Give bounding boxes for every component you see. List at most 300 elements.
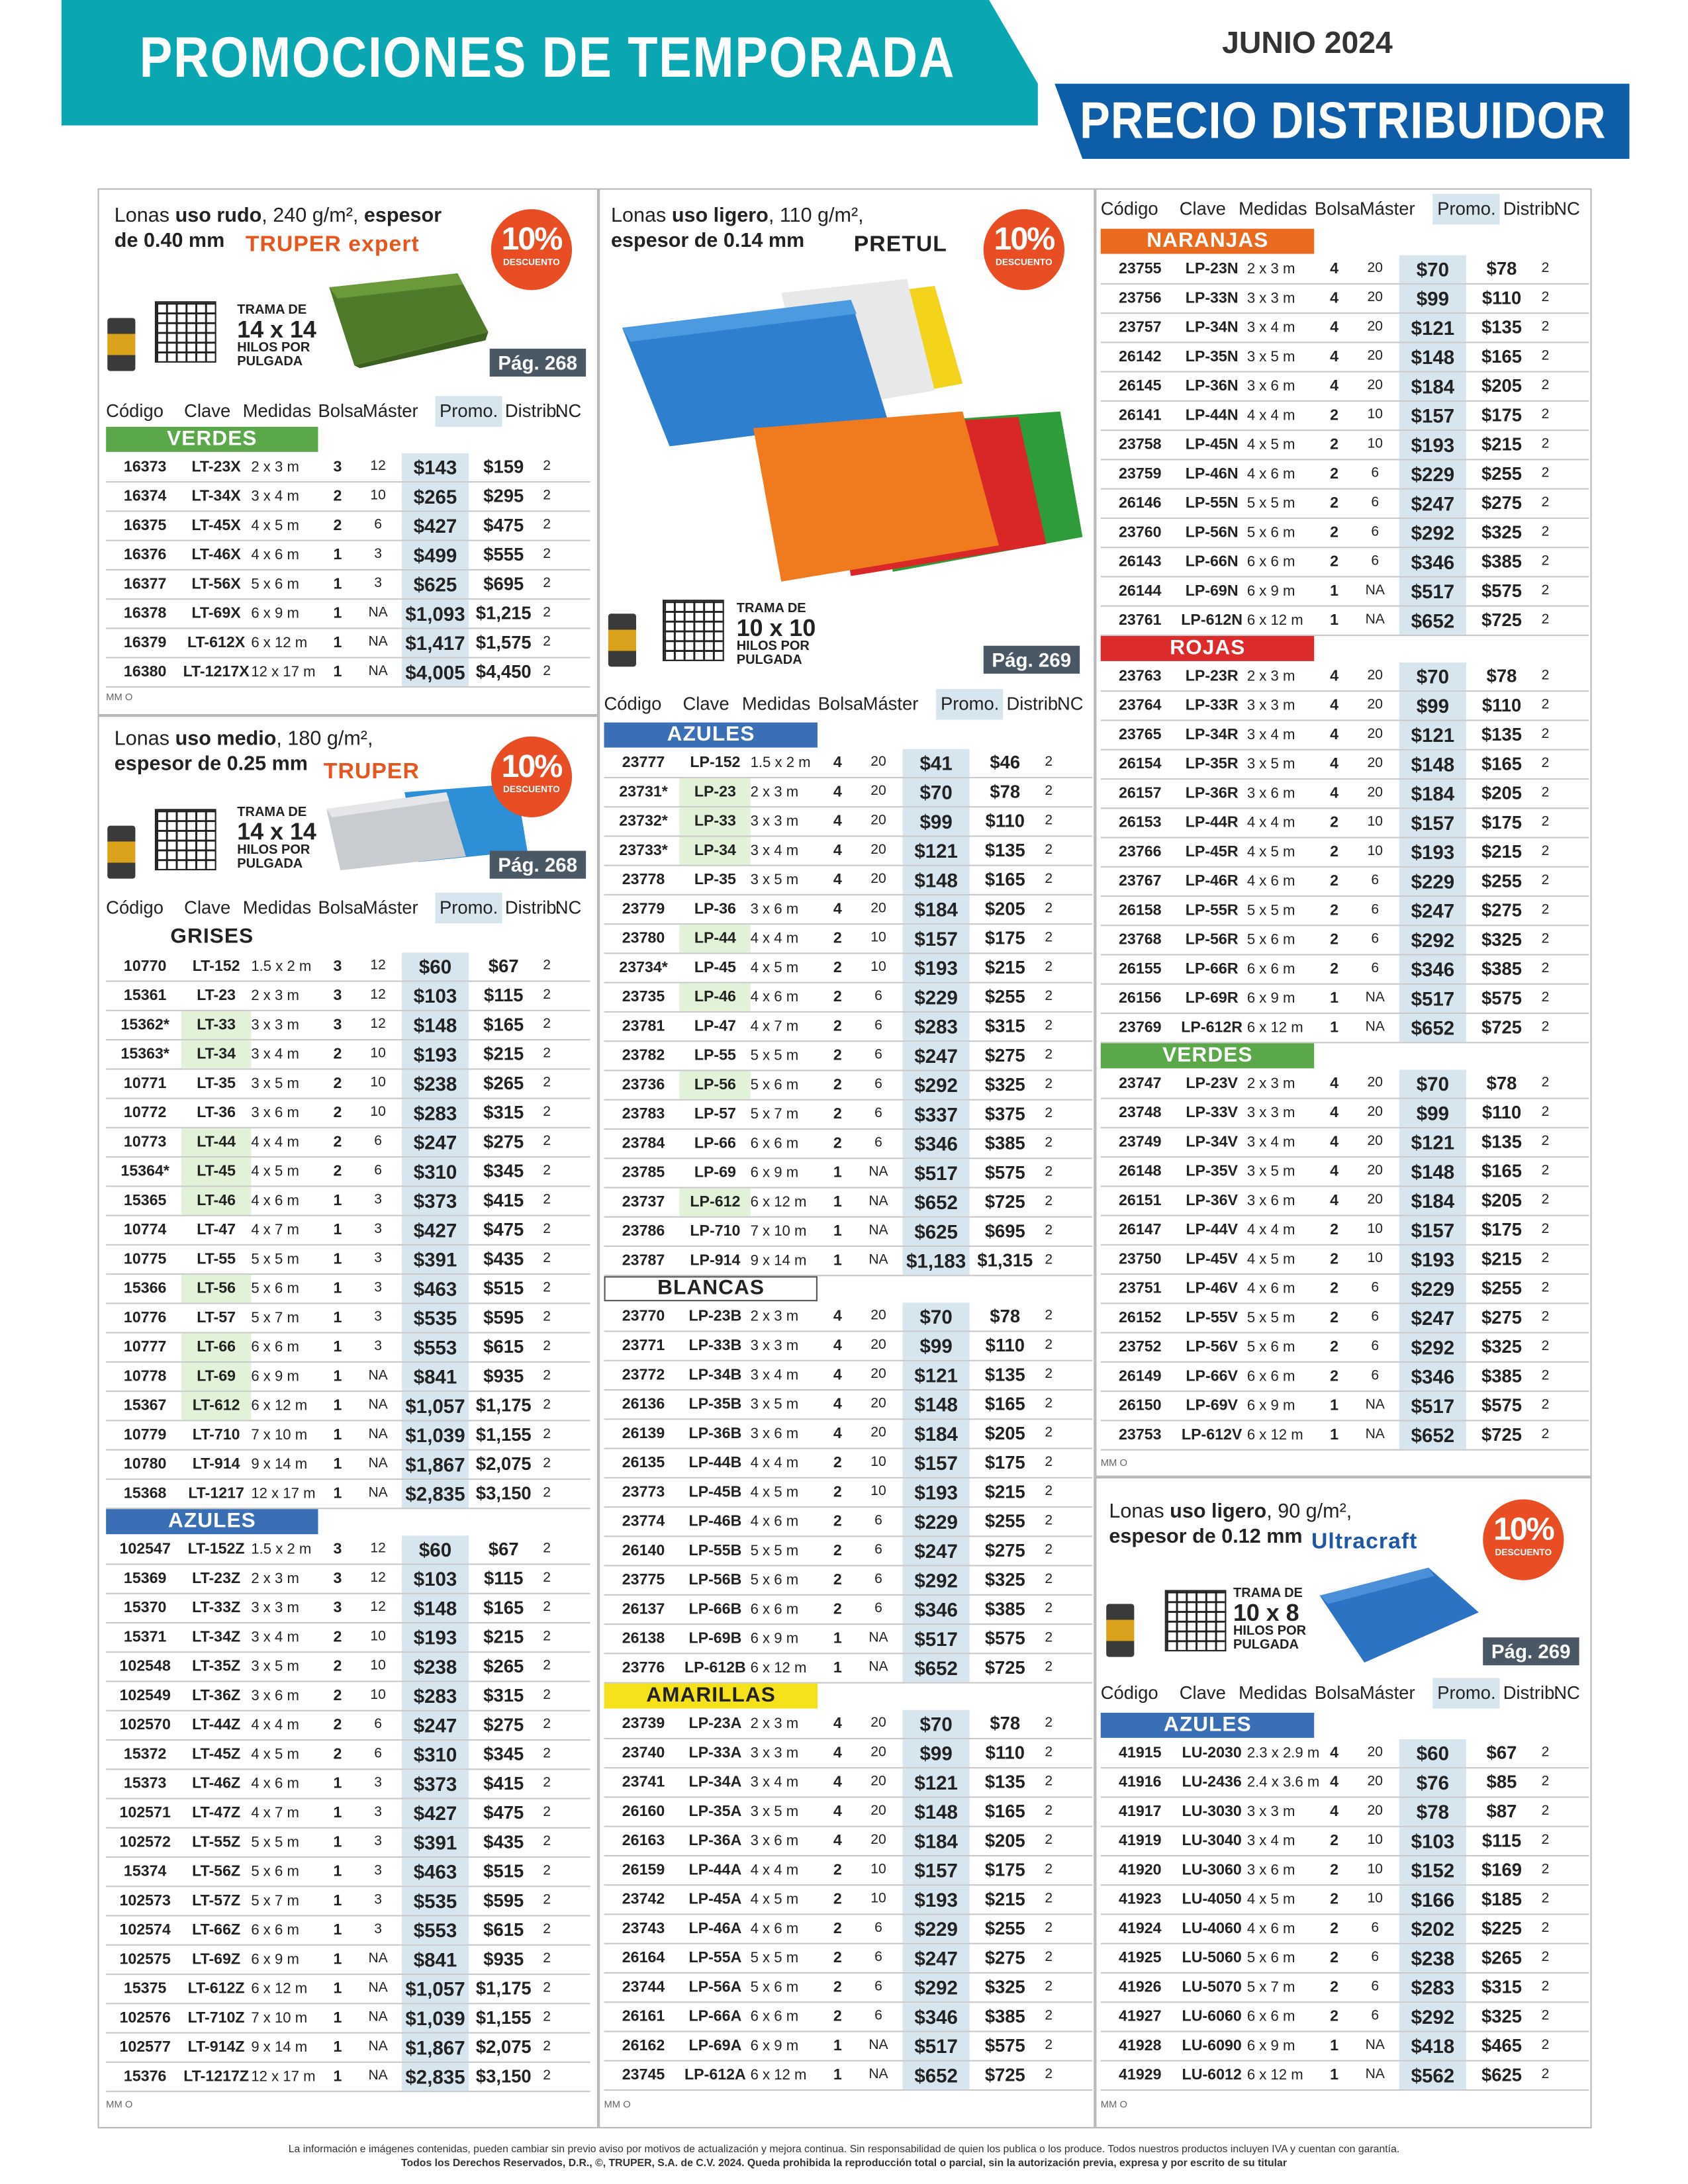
p2-cell-pr: $391 — [402, 1829, 469, 1856]
p1-cell-ds: $555 — [483, 543, 524, 565]
p3-table-row — [604, 954, 1093, 983]
p3-cell-ds: $325 — [984, 1073, 1025, 1095]
p3-cell-bo: 2 — [833, 1542, 842, 1560]
p2-cell-bo: 1 — [333, 1863, 342, 1880]
p1-cell-bo: 2 — [333, 488, 342, 505]
p3-cell-md: 5 x 5 m — [750, 1950, 799, 1967]
p4-cell-ds: $255 — [1481, 463, 1523, 484]
p1-cell-cd: 16378 — [123, 605, 167, 622]
p2-cell-cd: 10778 — [123, 1368, 167, 1385]
p5-group-azules: AZULES — [1101, 1713, 1315, 1738]
p3-cell-md: 3 x 6 m — [750, 1425, 799, 1443]
p3-col-1: Clave — [682, 693, 729, 715]
p2-cell-ms: 10 — [370, 1658, 386, 1674]
p3-cell-md: 5 x 5 m — [750, 1047, 799, 1064]
p2-cell-cl: LT-69 — [181, 1363, 251, 1390]
p2-cell-cd: 15366 — [123, 1280, 167, 1297]
p3-cell-ms: 20 — [870, 1774, 886, 1790]
p3-cell-ms: 20 — [870, 1367, 886, 1383]
p4-cell-nc: 2 — [1541, 319, 1550, 335]
p2-cell-pr: $535 — [402, 1304, 469, 1332]
p1-cell-nc: 2 — [543, 547, 551, 563]
p4-cell-cd: 23759 — [1119, 465, 1162, 483]
p2-cell-pr: $427 — [402, 1216, 469, 1244]
p1-cell-cl: LT-45X — [191, 517, 241, 535]
p2-cell-bo: 1 — [333, 1892, 342, 1910]
p3-cell-ds: $695 — [984, 1220, 1025, 1242]
p3-cell-ds: $375 — [984, 1103, 1025, 1124]
p4-cell-nc: 2 — [1541, 785, 1550, 801]
p5-cell-cl: LU-5070 — [1182, 1979, 1242, 1996]
p2-cell-md: 7 x 10 m — [251, 1426, 308, 1444]
p2-cell-ds: $3,150 — [475, 2066, 532, 2087]
p3-cell-pr: $247 — [902, 1042, 970, 1069]
p4-cell-ds: $110 — [1481, 287, 1522, 308]
p3-cell-md: 3 x 3 m — [750, 813, 799, 830]
p4-cell-ds: $275 — [1481, 1306, 1523, 1328]
p3-cell-cd: 23734* — [619, 959, 668, 977]
p3-cell-cd: 23779 — [622, 901, 665, 918]
p3-cell-bo: 2 — [833, 1891, 842, 1908]
p3-cell-ms: 20 — [870, 901, 886, 917]
p3-cell-ms: 10 — [870, 1455, 886, 1471]
p3-cell-nc: 2 — [1045, 959, 1053, 976]
p4-cell-ds: $725 — [1481, 1424, 1523, 1445]
p1-cell-cl: LT-46X — [191, 547, 241, 564]
p3-cell-cd: 26137 — [622, 1601, 665, 1618]
p3-cell-ds: $215 — [984, 1481, 1025, 1502]
p2-weave-label: TRAMA DE — [237, 804, 307, 821]
p2-cell-cd: 15367 — [123, 1397, 167, 1414]
p3-cell-md: 9 x 14 m — [750, 1252, 807, 1269]
p5-cell-cl: LU-4050 — [1182, 1891, 1242, 1908]
p2-cell-ds: $265 — [483, 1072, 524, 1094]
p2-weave-unit2: PULGADA — [237, 856, 303, 872]
p2-cell-cl: LT-914 — [192, 1456, 240, 1473]
p4-cell-ds: $175 — [1481, 1218, 1523, 1240]
p4-cell-bo: 2 — [1330, 873, 1339, 890]
p2-cell-md: 4 x 4 m — [251, 1717, 299, 1734]
p3-table-row — [604, 1420, 1093, 1449]
p2-cell-nc: 2 — [543, 1629, 551, 1645]
p5-page-ref: Pág. 269 — [1483, 1637, 1579, 1665]
p2-cell-cl: LT-152 — [192, 958, 240, 976]
p3-cell-ds: $325 — [984, 1569, 1025, 1590]
p3-cell-cl: LP-35B — [688, 1396, 742, 1413]
p3-cell-nc: 2 — [1045, 1891, 1053, 1907]
p3-cell-pr: $99 — [902, 807, 970, 835]
p4-cell-md: 6 x 6 m — [1246, 1368, 1295, 1385]
p3-title: Lonas uso ligero, 110 g/m², espesor de 0.14 mm — [611, 205, 864, 253]
p2-cell-pr: $391 — [402, 1246, 469, 1273]
p3-cell-pr: $70 — [902, 1302, 970, 1330]
p2-cell-ms: 3 — [374, 1339, 382, 1355]
p2-cell-pr: $1,057 — [402, 1975, 469, 2003]
p3-cell-cd: 23777 — [622, 754, 665, 772]
p4-cell-ms: 20 — [1367, 290, 1383, 306]
p1-cell-pr: $143 — [402, 453, 469, 481]
p2-cell-ms: NA — [368, 1426, 388, 1443]
p2-cell-md: 5 x 6 m — [251, 1863, 299, 1880]
p3-cell-cl: LP-612A — [684, 2067, 746, 2084]
p5-weave-size: 10 x 8 — [1233, 1600, 1299, 1627]
p3-cell-ds: $165 — [984, 1800, 1025, 1822]
p5-cell-bo: 4 — [1330, 1745, 1339, 1762]
p4-cell-ms: 20 — [1367, 1134, 1383, 1150]
p3-cell-cd: 26135 — [622, 1455, 665, 1472]
p2-cell-cd: 15373 — [123, 1775, 167, 1793]
p3-cell-cl: LP-56A — [688, 1979, 742, 1996]
p3-cell-md: 3 x 4 m — [750, 1774, 799, 1791]
p5-cell-pr: $76 — [1399, 1768, 1466, 1796]
p2-cell-ms: NA — [368, 1397, 388, 1413]
p3-cell-cd: 26139 — [622, 1425, 665, 1443]
p2-package-icon — [107, 826, 135, 879]
p2-cell-cl: LT-36Z — [192, 1688, 241, 1705]
p2-cell-cl: LT-36 — [197, 1105, 236, 1122]
p4-cell-md: 3 x 4 m — [1246, 1134, 1295, 1151]
p4-cell-ms: 6 — [1371, 1309, 1380, 1326]
p2-cell-pr: $463 — [402, 1858, 469, 1886]
p3-cell-md: 3 x 3 m — [750, 1745, 799, 1762]
p3-cell-ds: $725 — [984, 1191, 1025, 1212]
p5-cell-bo: 2 — [1330, 1891, 1339, 1908]
p5-col-6: Distrib. — [1503, 1682, 1560, 1704]
p3-cell-pr: $1,183 — [902, 1247, 970, 1275]
p4-cell-md: 5 x 5 m — [1246, 495, 1295, 512]
p3-table-row — [604, 1567, 1093, 1596]
p4-cell-bo: 2 — [1330, 961, 1339, 978]
p4-table-row — [1101, 519, 1589, 548]
p2-cell-bo: 3 — [333, 958, 342, 976]
p2-cell-cd: 102573 — [119, 1892, 171, 1910]
p4-cell-ds: $385 — [1481, 551, 1523, 572]
p2-cell-ds: $435 — [483, 1831, 524, 1852]
p4-cell-cl: LP-612R — [1181, 1019, 1243, 1036]
p4-cell-ds: $255 — [1481, 1277, 1523, 1299]
p2-table-row — [106, 1040, 590, 1069]
p2-cell-cl: LT-47 — [197, 1222, 236, 1239]
p2-cell-md: 5 x 7 m — [251, 1309, 299, 1327]
p3-cell-md: 4 x 6 m — [750, 1920, 799, 1938]
p4-cell-cd: 26149 — [1119, 1368, 1162, 1385]
p3-cell-bo: 2 — [833, 1135, 842, 1152]
p2-cell-ms: 3 — [374, 1309, 382, 1326]
p2-cell-cd: 10779 — [123, 1426, 167, 1444]
p2-table-row — [106, 2063, 590, 2092]
p4-cell-ms: 10 — [1367, 1251, 1383, 1267]
p4-cell-cd: 26158 — [1119, 902, 1162, 919]
p2-discount-value: 10% — [501, 747, 562, 784]
p4-col-1: Clave — [1179, 198, 1226, 219]
p3-cell-md: 3 x 5 m — [750, 1803, 799, 1821]
p4-cell-cl: LP-55R — [1185, 902, 1239, 919]
p3-cell-bo: 4 — [833, 1833, 842, 1850]
p4-cell-bo: 4 — [1330, 668, 1339, 685]
p5-cell-cd: 41920 — [1119, 1862, 1162, 1879]
p4-cell-pr: $99 — [1399, 692, 1466, 719]
p4-cell-bo: 4 — [1330, 1075, 1339, 1093]
p2-table-row — [106, 1246, 590, 1275]
p3-cell-bo: 4 — [833, 872, 842, 889]
p3-cell-ms: 20 — [870, 1396, 886, 1412]
p3-cell-nc: 2 — [1045, 2067, 1053, 2083]
p4-cell-pr: $517 — [1399, 985, 1466, 1013]
p4-cell-bo: 1 — [1330, 1426, 1339, 1444]
p4-table-row — [1101, 1069, 1589, 1099]
p2-cell-nc: 2 — [543, 1309, 551, 1326]
p5-cell-cd: 41916 — [1119, 1774, 1162, 1791]
p1-cell-cd: 16376 — [123, 547, 167, 564]
p3-cell-bo: 2 — [833, 1601, 842, 1618]
p2-table-row — [106, 1451, 590, 1480]
p3-brand-logo: PRETUL — [853, 232, 947, 257]
p3-cell-ds: $165 — [984, 1393, 1025, 1414]
p5-cell-pr: $202 — [1399, 1915, 1466, 1943]
p4-cell-cd: 26150 — [1119, 1397, 1162, 1414]
p5-cell-nc: 2 — [1541, 1745, 1550, 1760]
p4-cell-nc: 2 — [1541, 612, 1550, 628]
p2-cell-ms: NA — [368, 1980, 388, 1996]
p5-cell-cl: LU-3030 — [1182, 1803, 1242, 1821]
p2-cell-cd: 10770 — [123, 958, 167, 976]
p4-cell-cd: 23758 — [1119, 436, 1162, 453]
p2-cell-ds: $415 — [483, 1189, 524, 1211]
p2-cell-md: 3 x 3 m — [251, 1600, 299, 1617]
p4-cell-bo: 4 — [1330, 697, 1339, 715]
p1-group-verdes: VERDES — [106, 427, 318, 452]
p3-cell-cd: 23772 — [622, 1367, 665, 1384]
p3-page-ref: Pág. 269 — [984, 646, 1080, 674]
p3-cell-cl: LP-33A — [688, 1745, 742, 1762]
p2-cell-cd: 10775 — [123, 1251, 167, 1268]
p1-cell-ms: 3 — [374, 547, 382, 563]
p2-cell-nc: 2 — [543, 958, 551, 974]
p5-cell-pr: $562 — [1399, 2062, 1466, 2089]
p5-cell-pr: $78 — [1399, 1797, 1466, 1825]
p2-cell-cd: 102548 — [119, 1658, 171, 1676]
p4-cell-md: 5 x 6 m — [1246, 524, 1295, 541]
p2-cell-cd: 15375 — [123, 1980, 167, 1997]
p3-cell-pr: $121 — [902, 837, 970, 864]
p3-cell-md: 3 x 6 m — [750, 901, 799, 918]
p4-cell-cl: LP-34N — [1185, 319, 1239, 336]
p4-cell-cd: 23768 — [1119, 931, 1162, 949]
p4-cell-pr: $193 — [1399, 839, 1466, 866]
p3-cell-bo: 4 — [833, 813, 842, 830]
p2-cell-cd: 15370 — [123, 1600, 167, 1617]
p4-cell-bo: 2 — [1330, 844, 1339, 861]
p3-cell-ms: 6 — [874, 1047, 882, 1063]
p2-cell-nc: 2 — [543, 1105, 551, 1120]
p2-cell-ms: 6 — [374, 1163, 382, 1179]
p5-cell-cd: 41915 — [1119, 1745, 1162, 1762]
p4-cell-nc: 2 — [1541, 378, 1550, 394]
p2-cell-cd: 10771 — [123, 1075, 167, 1093]
p4-table-row — [1101, 1014, 1589, 1043]
p3-cell-bo: 4 — [833, 1367, 842, 1384]
p3-table-row — [604, 1827, 1093, 1856]
p3-cell-cd: 23737 — [622, 1193, 665, 1211]
p2-cell-cl: LT-45 — [181, 1158, 251, 1185]
p4-table-row — [1101, 839, 1589, 868]
p2-cell-cd: 15371 — [123, 1629, 167, 1646]
p3-cell-ms: NA — [868, 2037, 888, 2054]
p4-table-row — [1101, 926, 1589, 955]
p2-cell-ds: $67 — [488, 1538, 519, 1560]
p2-col-3: Bolsa — [318, 897, 364, 918]
p3-cell-ds: $175 — [984, 1859, 1025, 1880]
p3-cell-pr: $99 — [902, 1332, 970, 1360]
p2-cell-ds: $215 — [483, 1043, 524, 1064]
p3-cell-cd: 23776 — [622, 1659, 665, 1677]
p3-cell-nc: 2 — [1045, 1047, 1053, 1063]
p2-cell-ds: $515 — [483, 1277, 524, 1299]
p3-cell-cl: LP-44B — [688, 1455, 742, 1472]
p1-cell-md: 4 x 5 m — [251, 517, 299, 535]
p4-cell-ds: $110 — [1481, 694, 1522, 716]
p2-cell-cl: LT-44Z — [192, 1717, 241, 1734]
p2-cell-cd: 10774 — [123, 1222, 167, 1239]
p4-table-row — [1101, 1128, 1589, 1158]
p3-cell-ms: 6 — [874, 1135, 882, 1151]
p2-cell-ms: 12 — [370, 1541, 386, 1557]
p3-cell-nc: 2 — [1045, 1367, 1053, 1383]
p3-cell-ds: $275 — [984, 1946, 1025, 1968]
p1-cell-ds: $4,450 — [475, 660, 532, 682]
p4-cell-cd: 23750 — [1119, 1251, 1162, 1268]
p1-col-1: Clave — [184, 400, 231, 422]
p2-cell-md: 5 x 5 m — [251, 1251, 299, 1268]
p3-cell-md: 4 x 7 m — [750, 1018, 799, 1035]
p3-cell-pr: $184 — [902, 1420, 970, 1447]
p3-cell-cd: 23739 — [622, 1715, 665, 1733]
p5-weave-grid-icon — [1165, 1590, 1227, 1651]
p3-cell-ds: $575 — [984, 2034, 1025, 2056]
p4-cell-nc: 2 — [1541, 668, 1550, 684]
p4-cell-pr: $292 — [1399, 519, 1466, 547]
p1-table-row — [106, 629, 590, 658]
p1-cell-md: 3 x 4 m — [251, 488, 299, 505]
p2-cell-ds: $275 — [483, 1131, 524, 1152]
p4-cell-cl: LP-23V — [1186, 1075, 1238, 1093]
p3-cell-ms: NA — [868, 2067, 888, 2083]
p3-mmo-code: MM O — [604, 2100, 631, 2111]
p2-cell-cd: 102570 — [119, 1717, 171, 1734]
p4-cell-pr: $70 — [1399, 662, 1466, 690]
p4-cell-bo: 1 — [1330, 1397, 1339, 1414]
tarp-green-image — [324, 271, 491, 369]
p3-cell-bo: 2 — [833, 1047, 842, 1064]
p5-cell-cd: 41919 — [1119, 1833, 1162, 1850]
p3-cell-md: 2 x 3 m — [750, 784, 799, 801]
p5-table-row — [1101, 1797, 1589, 1827]
p2-cell-pr: $103 — [402, 1565, 469, 1593]
p3-table-row — [604, 1856, 1093, 1886]
p5-cell-cl: LU-3040 — [1182, 1833, 1242, 1850]
p4-table-row — [1101, 285, 1589, 314]
p5-cell-pr: $238 — [1399, 1944, 1466, 1972]
p2-cell-cl: LT-46 — [181, 1187, 251, 1214]
p4-cell-md: 5 x 6 m — [1246, 931, 1295, 949]
p3-table-row — [604, 1739, 1093, 1768]
p4-cell-cd: 23756 — [1119, 290, 1162, 307]
p2-cell-md: 12 x 17 m — [251, 1485, 316, 1502]
p5-cell-cd: 41925 — [1119, 1950, 1162, 1967]
p3-cell-md: 3 x 4 m — [750, 1367, 799, 1384]
p3-cell-ds: $255 — [984, 1510, 1025, 1531]
p3-cell-cd: 23787 — [622, 1252, 665, 1269]
p5-cell-pr: $166 — [1399, 1886, 1466, 1913]
p1-col-6: Distrib. — [504, 400, 562, 422]
p3-cell-nc: 2 — [1045, 2008, 1053, 2024]
p3-col-2: Medidas — [741, 693, 811, 715]
p1-cell-ds: $1,215 — [475, 602, 532, 624]
p3-cell-nc: 2 — [1045, 1715, 1053, 1731]
p3-cell-nc: 2 — [1045, 1833, 1053, 1848]
p2-cell-cd: 102549 — [119, 1688, 171, 1705]
p5-cell-ds: $87 — [1486, 1800, 1517, 1822]
p3-cell-nc: 2 — [1045, 1979, 1053, 1995]
p4-cell-nc: 2 — [1541, 902, 1550, 918]
p4-cell-md: 3 x 6 m — [1246, 1192, 1295, 1210]
p2-cell-bo: 2 — [333, 1629, 342, 1646]
p4-cell-ms: 6 — [1371, 524, 1380, 540]
p4-cell-md: 3 x 6 m — [1246, 378, 1295, 395]
p3-cell-cl: LP-66 — [694, 1135, 736, 1152]
p4-cell-ds: $215 — [1481, 433, 1523, 455]
p4-cell-cd: 26143 — [1119, 553, 1162, 570]
p4-cell-ds: $255 — [1481, 870, 1523, 891]
p3-cell-nc: 2 — [1045, 1745, 1053, 1760]
p4-table-row — [1101, 1246, 1589, 1275]
p3-cell-cl: LP-35A — [688, 1803, 742, 1821]
p3-cell-bo: 1 — [833, 1193, 842, 1211]
p4-table-row — [1101, 868, 1589, 897]
p2-col-5: Promo. — [436, 893, 502, 923]
p1-cell-nc: 2 — [543, 605, 551, 621]
p4-cell-ds: $275 — [1481, 899, 1523, 921]
p3-cell-cd: 23741 — [622, 1774, 665, 1791]
p3-col-6: Distrib. — [1006, 693, 1063, 715]
p2-cell-pr: $1,057 — [402, 1392, 469, 1420]
p4-cell-bo: 4 — [1330, 319, 1339, 336]
p3-cell-bo: 4 — [833, 1774, 842, 1791]
p2-cell-nc: 2 — [543, 1688, 551, 1704]
p3-table-row — [604, 807, 1093, 837]
p4-cell-ds: $215 — [1481, 1248, 1523, 1269]
p4-cell-ms: 20 — [1367, 726, 1383, 743]
p3-table-row — [604, 1042, 1093, 1071]
p2-cell-ms: 3 — [374, 1892, 382, 1908]
p4-cell-cl: LP-66V — [1186, 1368, 1238, 1385]
p2-cell-ms: 10 — [370, 1046, 386, 1062]
p4-cell-cd: 23763 — [1119, 668, 1162, 685]
p2-cell-md: 6 x 12 m — [251, 1397, 308, 1414]
p3-table-row — [604, 895, 1093, 925]
p2-cell-bo: 1 — [333, 1280, 342, 1297]
p4-cell-ds: $78 — [1486, 257, 1517, 279]
p5-cell-ds: $265 — [1481, 1946, 1523, 1968]
p3-cell-ds: $385 — [984, 1598, 1025, 1619]
p4-cell-cd: 23767 — [1119, 873, 1162, 890]
p4-cell-cl: LP-44N — [1185, 407, 1239, 424]
p2-cell-ms: 12 — [370, 1570, 386, 1586]
p3-cell-cd: 23742 — [622, 1891, 665, 1908]
p2-cell-ms: 12 — [370, 958, 386, 974]
p2-cell-cl: LT-35Z — [192, 1658, 241, 1676]
p3-cell-cl: LP-56 — [680, 1071, 750, 1099]
